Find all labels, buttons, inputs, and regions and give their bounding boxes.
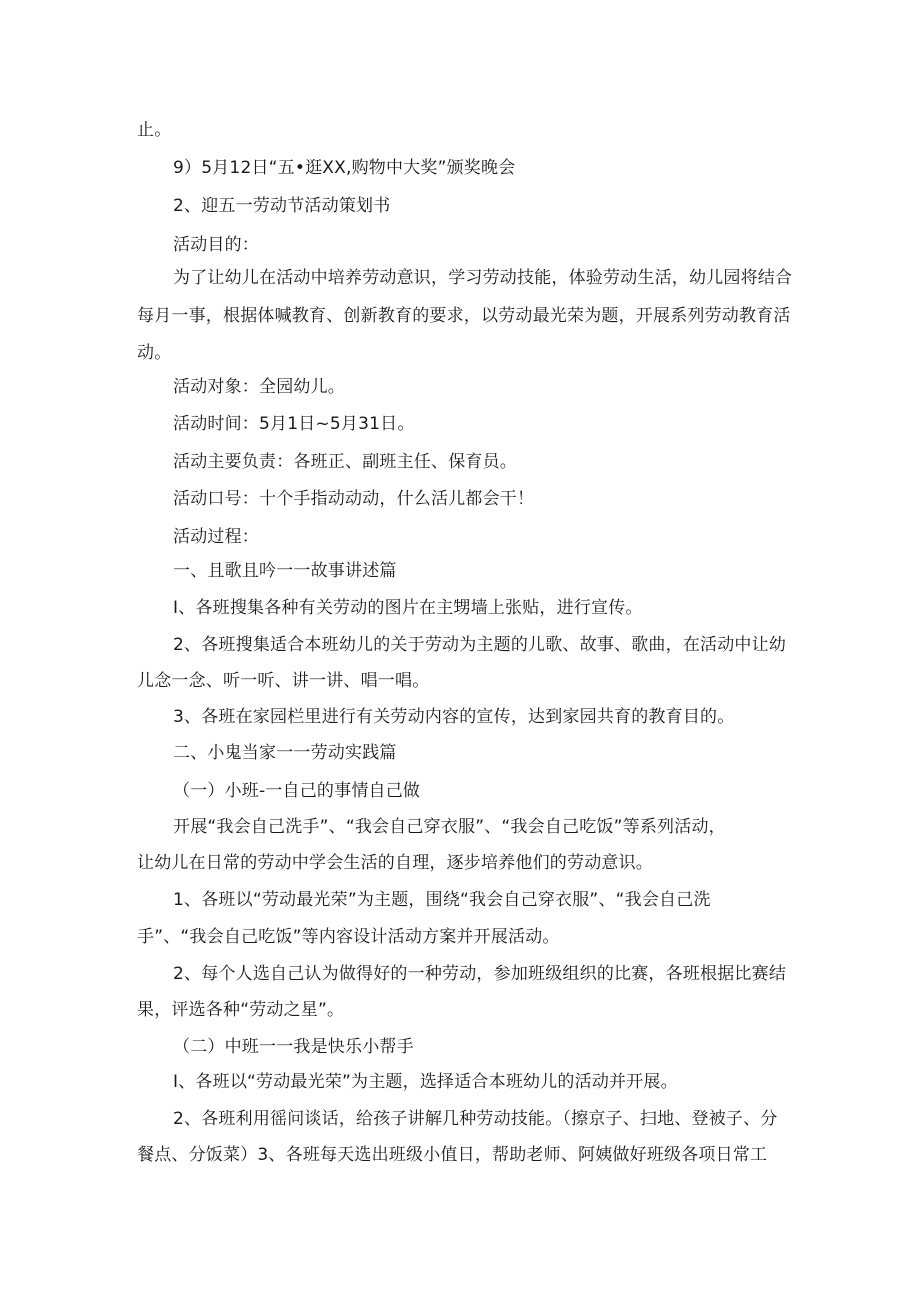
text-line: 2、各班搜集适合本班幼儿的关于劳动为主题的儿歌、故事、歌曲，在活动中让幼: [173, 635, 787, 655]
text-line: 餐点、分饭菜）3、各班每天选出班级小值日，帮助老师、阿姨做好班级各项日常工: [137, 1145, 768, 1165]
text-line: 止。: [137, 120, 172, 140]
text-line: 活动对象：全园幼儿。: [173, 377, 345, 397]
text-line: 活动口号：十个手指动动动，什么活儿都会干！: [173, 489, 535, 509]
text-line: 2、各班利用徭问谈话，给孩子讲解几种劳动技能。（擦京子、扫地、登被子、分: [173, 1109, 778, 1129]
section-heading: 2、迎五一劳动节活动策划书: [173, 196, 391, 216]
text-line: 手”、“我会自己吃饭”等内容设计活动方案并开展活动。: [137, 927, 560, 947]
text-line: 开展“我会自己洗手”、“我会自己穿衣服”、“我会自己吃饭”等系列活动，: [173, 817, 726, 837]
text-line: 9）5月12日“五•逛XX,购物中大奖”颁奖晚会: [173, 158, 516, 178]
text-line: 动。: [137, 343, 172, 363]
text-line: 活动时间：5月1日~5月31日。: [173, 414, 415, 434]
text-line: 儿念一念、听一听、讲一讲、唱一唱。: [137, 671, 430, 691]
text-line: 1、各班以“劳动最光荣”为主题，围绕“我会自己穿衣服”、“我会自己洗: [173, 890, 711, 910]
text-line: 2、每个人选自己认为做得好的一种劳动，参加班级组织的比赛，各班根据比赛结: [173, 964, 787, 984]
text-line: 活动过程：: [173, 527, 259, 547]
text-line: 活动目的：: [173, 235, 259, 255]
section-heading: 一、且歌且吟一一故事讲述篇: [173, 561, 397, 581]
text-line: 每月一事，根据体喊教育、创新教育的要求，以劳动最光荣为题，开展系列劳动教育活: [137, 306, 791, 326]
text-line: I、各班以“劳动最光荣”为主题，选择适合本班幼儿的活动并开展。: [173, 1072, 678, 1092]
text-line: 为了让幼儿在活动中培养劳动意识，学习劳动技能，体验劳动生活，幼儿园将结合: [173, 268, 793, 288]
text-line: 3、各班在家园栏里进行有关劳动内容的宣传，达到家园共育的教育目的。: [173, 707, 735, 727]
subsection-heading: （一）小班-一自己的事情自己做: [173, 781, 421, 801]
section-heading: 二、小鬼当家一一劳动实践篇: [173, 743, 397, 763]
text-line: 果，评选各种“劳动之星”。: [137, 1000, 345, 1020]
text-line: 活动主要负责：各班正、副班主任、保育员。: [173, 452, 517, 472]
subsection-heading: （二）中班一一我是快乐小帮手: [173, 1037, 414, 1057]
text-line: I、各班搜集各种有关劳动的图片在主甥墙上张贴，进行宣传。: [173, 598, 643, 618]
text-line: 让幼儿在日常的劳动中学会生活的自理，逐步培养他们的劳动意识。: [137, 853, 653, 873]
